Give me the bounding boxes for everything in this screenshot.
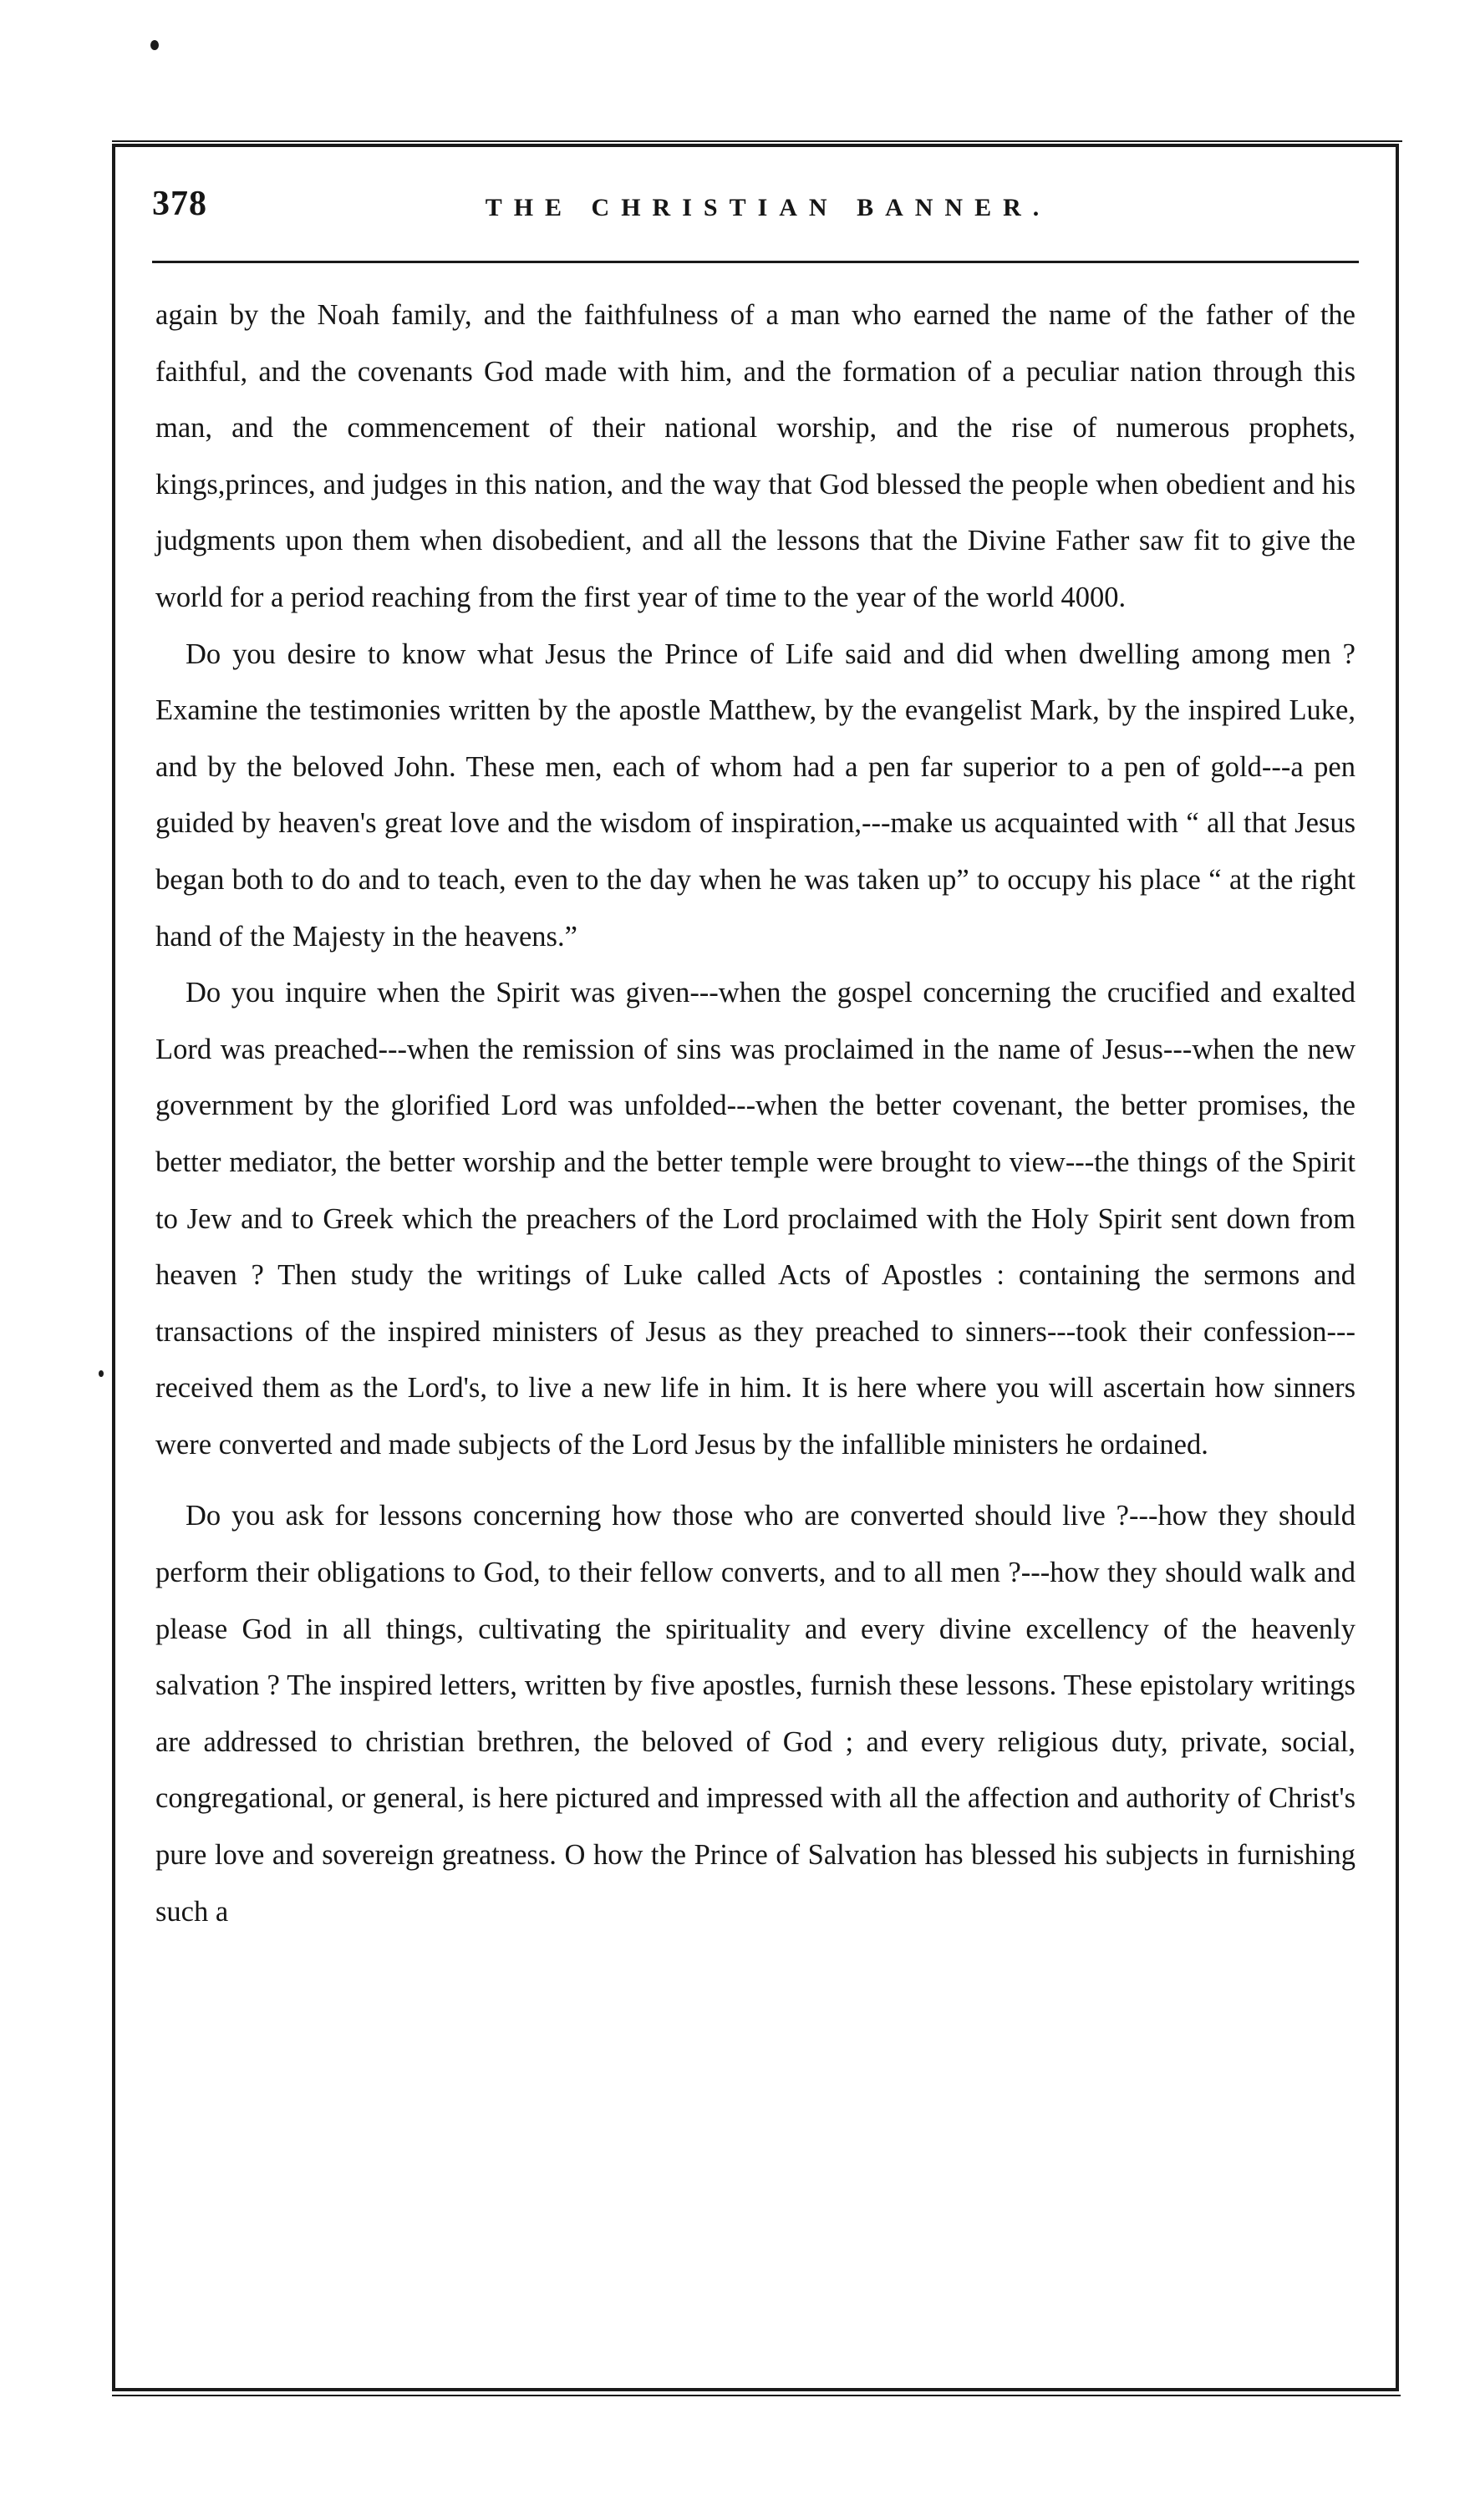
page-number: 378 <box>152 185 207 223</box>
paragraph-3: Do you inquire when the Spirit was given---when the gospel concerning the crucified and exalted Lord was preached---when the remission of sins was proclaimed in the name of Jesus---when the new government by the glorified Lord was unfolded---when the better covenant, the better promises, the better mediator, the better worship and the better temple were brought to view---the things of the Spirit to Jew and to Greek which the preachers of the Lord proclaimed with the Holy Spirit sent down from heaven ? Then study the writings of Luke called Acts of Apostles : containing the sermons and transactions of the inspired ministers of Jesus as they preached to sinners---took their confession---received them as the Lord's, to live a new life in him. It is here where you will ascertain how sinners were converted and made subjects of the Lord Jesus by the infallible ministers he ordained. <box>155 977 1355 1461</box>
paragraph-1: again by the Noah family, and the faithfulness of a man who earned the name of the father of the faithful, and the covenants God made with him, and the formation of a peculiar nation through this man, and the commencement of their national worship, and the rise of numerous prophets, kings,princes, and judges in this nation, and the way that God blessed the people when obedient and his judgments upon them when disobedient, and all the lessons that the Divine Father saw fit to give the world for a period reaching from the first year of time to the year of the world 4000. <box>155 299 1355 613</box>
page-frame <box>112 144 1399 2391</box>
ink-mark <box>99 1370 104 1377</box>
page-header <box>152 184 1359 242</box>
paragraph-2: Do you desire to know what Jesus the Prince of Life said and did when dwelling among men ? Examine the testimonies written by the apostle Matthew, by the evangelist Mark, by the inspired Luke, and by the beloved John. These men, each of whom had a pen far superior to a pen of gold---a pen guided by heaven's great love and the wisdom of inspiration,---make us acquainted with “ all that Jesus began both to do and to teach, even to the day when he was taken up” to occupy his place “ at the right hand of the Majesty in the heavens.” <box>155 638 1355 953</box>
header-rule <box>152 261 1359 263</box>
paragraph-4: Do you ask for lessons concerning how those who are converted should live ?---how they should perform their obligations to God, to their fellow converts, and to all men ?---how they should walk and please God in all things, cultivating the spirituality and every divine excellency of the heavenly salvation ? The inspired letters, written by five apostles, furnish these lessons. These epistolary writings are addressed to christian brethren, the beloved of God ; and every religious duty, private, social, congregational, or general, is here pictured and impressed with all the affection and authority of Christ's pure love and sovereign greatness. O how the Prince of Salvation has blessed his subjects in furnishing such a <box>155 1500 1355 1928</box>
ink-dot <box>150 40 159 50</box>
body-text <box>155 287 1355 1940</box>
running-title: THE CHRISTIAN BANNER. <box>485 194 1051 221</box>
